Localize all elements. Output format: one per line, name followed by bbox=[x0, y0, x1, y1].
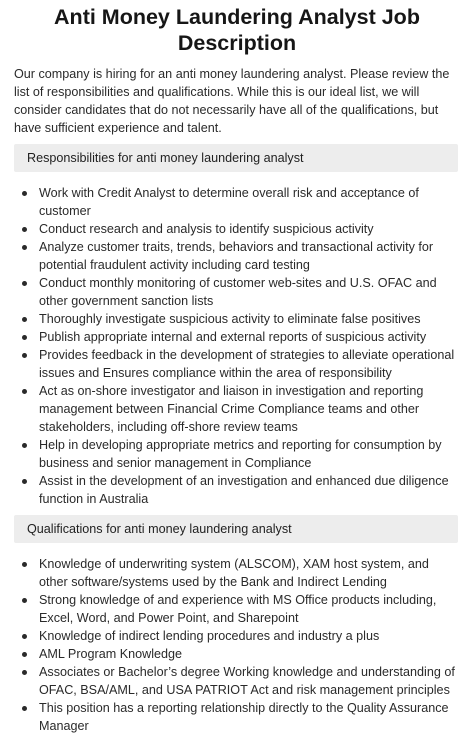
list-item bbox=[22, 663, 460, 699]
list-item-text: Knowledge of indirect lending procedures and industry a plus bbox=[39, 629, 380, 643]
list-item-text: Work with Credit Analyst to determine overall risk and acceptance of customer bbox=[39, 186, 419, 218]
list-item-text: Publish appropriate internal and external reports of suspicious activity bbox=[39, 330, 427, 344]
list-item-text: Act as on-shore investigator and liaison in investigation and reporting management between Financial Crime Compliance teams and other stakeholders, including off-shore review teams bbox=[39, 384, 424, 434]
list-item-text: Conduct monthly monitoring of customer web-sites and U.S. OFAC and other government sanction lists bbox=[39, 276, 437, 308]
bullet-icon bbox=[22, 245, 27, 250]
list-item-text: Help in developing appropriate metrics and reporting for consumption by business and senior management in Compliance bbox=[39, 438, 442, 470]
list-item bbox=[22, 699, 460, 735]
qualifications-list bbox=[22, 555, 460, 735]
bullet-icon bbox=[22, 191, 27, 196]
list-item bbox=[22, 328, 460, 346]
list-item-text: Knowledge of underwriting system (ALSCOM), XAM host system, and other software/systems used by the Bank and Indirect Lending bbox=[39, 557, 429, 589]
bullet-icon bbox=[22, 652, 27, 657]
list-item bbox=[22, 274, 460, 310]
list-item bbox=[22, 555, 460, 591]
bullet-icon bbox=[22, 562, 27, 567]
bullet-icon bbox=[22, 335, 27, 340]
list-item-text: AML Program Knowledge bbox=[39, 647, 183, 661]
page-title: Anti Money Laundering Analyst Job Description bbox=[54, 5, 420, 55]
list-item bbox=[22, 238, 460, 274]
list-item bbox=[22, 346, 460, 382]
list-item-text: Provides feedback in the development of strategies to alleviate operational issues and Ensures compliance within the area of responsibility bbox=[39, 348, 455, 380]
list-item bbox=[22, 472, 460, 508]
bullet-icon bbox=[22, 598, 27, 603]
list-item-text: Conduct research and analysis to identify suspicious activity bbox=[39, 222, 374, 236]
list-item bbox=[22, 184, 460, 220]
intro-paragraph: Our company is hiring for an anti money laundering analyst. Please review the list of responsibilities and qualifications. While this is our ideal list, we will consider candidates that do not necessarily have all of the qualifications, but have sufficient experience and talent. bbox=[14, 67, 450, 135]
list-item bbox=[22, 382, 460, 436]
list-item-text: Analyze customer traits, trends, behaviors and transactional activity for potential fraudulent activity including card testing bbox=[39, 240, 434, 272]
bullet-icon bbox=[22, 227, 27, 232]
list-item bbox=[22, 645, 460, 663]
list-item bbox=[22, 310, 460, 328]
bullet-icon bbox=[22, 317, 27, 322]
list-item bbox=[22, 591, 460, 627]
list-item bbox=[22, 220, 460, 238]
list-item bbox=[22, 436, 460, 472]
list-item-text: Assist in the development of an investigation and enhanced due diligence function in Australia bbox=[39, 474, 449, 506]
bullet-icon bbox=[22, 479, 27, 484]
list-item-text: Strong knowledge of and experience with MS Office products including, Excel, Word, and Power Point, and Sharepoint bbox=[39, 593, 437, 625]
bullet-icon bbox=[22, 443, 27, 448]
responsibilities-list bbox=[22, 184, 460, 508]
responsibilities-heading: Responsibilities for anti money laundering analyst bbox=[14, 144, 458, 172]
list-item-text: Associates or Bachelor’s degree Working knowledge and understanding of OFAC, BSA/AML, and USA PATRIOT Act and risk management principles bbox=[39, 665, 455, 697]
bullet-icon bbox=[22, 634, 27, 639]
bullet-icon bbox=[22, 389, 27, 394]
list-item-text: This position has a reporting relationship directly to the Quality Assurance Manager bbox=[39, 701, 449, 733]
bullet-icon bbox=[22, 281, 27, 286]
qualifications-heading: Qualifications for anti money laundering analyst bbox=[14, 515, 458, 543]
list-item bbox=[22, 627, 460, 645]
bullet-icon bbox=[22, 353, 27, 358]
list-item-text: Thoroughly investigate suspicious activity to eliminate false positives bbox=[39, 312, 421, 326]
bullet-icon bbox=[22, 670, 27, 675]
bullet-icon bbox=[22, 706, 27, 711]
